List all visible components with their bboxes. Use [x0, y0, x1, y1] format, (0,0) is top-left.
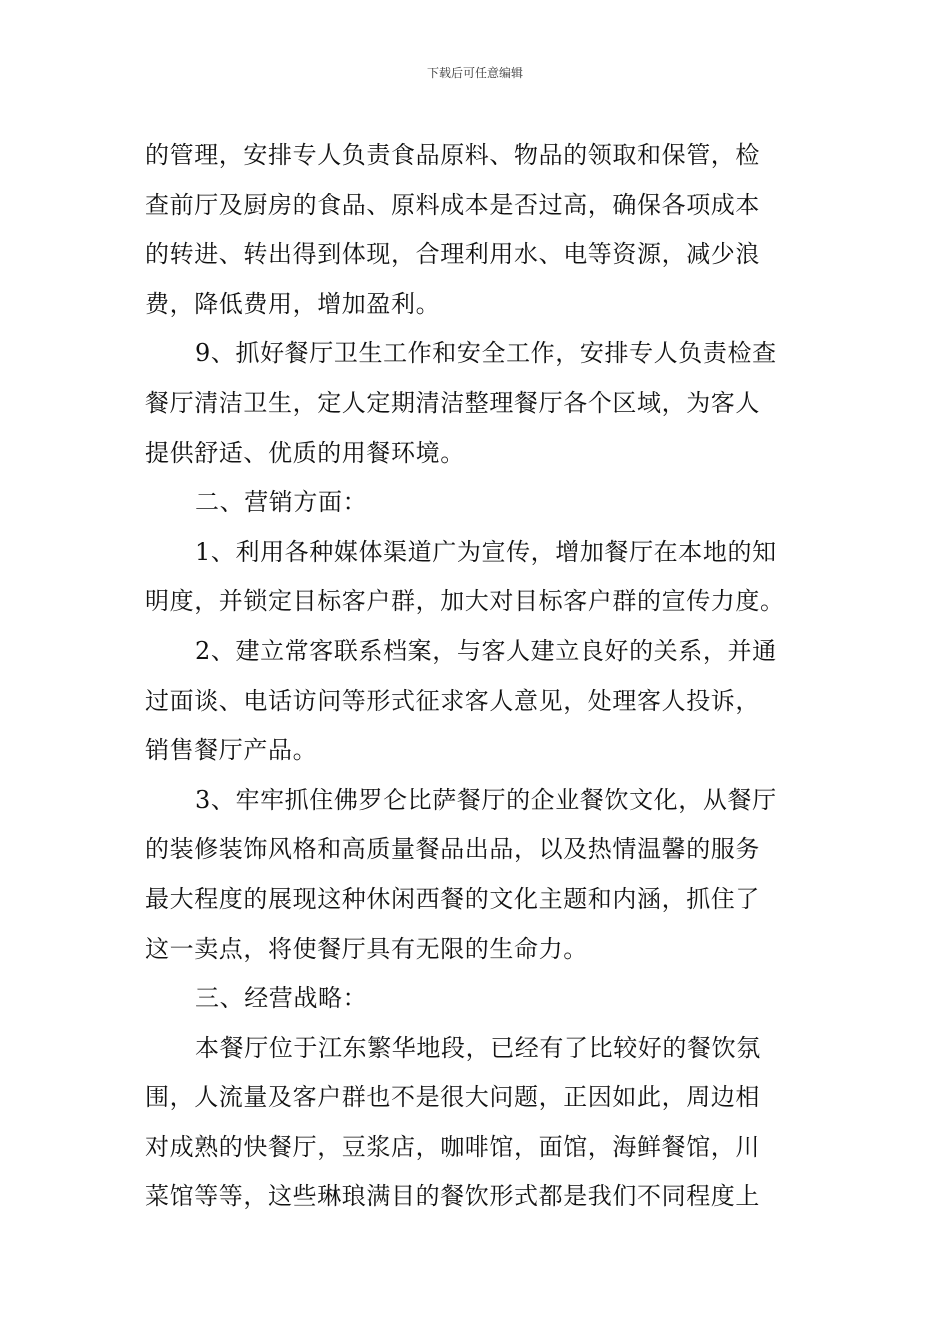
text-line: 2、建立常客联系档案，与客人建立良好的关系，并通	[195, 636, 777, 665]
text-line: 的管理，安排专人负责食品原料、物品的领取和保管，检	[145, 141, 760, 169]
paragraph	[145, 1024, 809, 1222]
paragraph	[145, 974, 809, 1024]
text-line: 销售餐厅产品。	[145, 736, 318, 765]
text-line: 费，降低费用，增加盈利。	[145, 289, 441, 318]
text-line: 1、利用各种媒体渠道广为宣传，增加餐厅在本地的知	[195, 537, 777, 566]
text-line: 3、牢牢抓住佛罗仑比萨餐厅的企业餐饮文化，从餐厅	[195, 785, 777, 814]
paragraph	[145, 131, 809, 329]
paragraph	[145, 528, 809, 627]
text-line: 菜馆等等，这些琳琅满目的餐饮形式都是我们不同程度上	[145, 1182, 760, 1211]
text-line: 查前厅及厨房的食品、原料成本是否过高，确保各项成本	[145, 190, 760, 219]
text-line: 过面谈、电话访问等形式征求客人意见，处理客人投诉，	[145, 686, 760, 715]
text-line: 餐厅清洁卫生，定人定期清洁整理餐厅各个区域，为客人	[145, 388, 760, 417]
text-line: 最大程度的展现这种休闲西餐的文化主题和内涵，抓住了	[145, 884, 760, 913]
paragraph	[145, 329, 809, 478]
text-line: 三、经营战略：	[195, 984, 368, 1013]
text-line: 这一卖点，将使餐厅具有无限的生命力。	[145, 934, 588, 963]
page-header: 下载后可任意编辑	[426, 66, 523, 80]
text-line: 围，人流量及客户群也不是很大问题，正因如此，周边相	[145, 1083, 760, 1112]
text-line: 9、抓好餐厅卫生工作和安全工作，安排专人负责检查	[195, 339, 777, 368]
text-line: 明度，并锁定目标客户群，加大对目标客户群的宣传力度。	[145, 587, 785, 616]
document-body	[145, 131, 809, 1222]
text-line: 提供舒适、优质的用餐环境。	[145, 438, 465, 467]
text-line: 二、营销方面：	[195, 488, 368, 517]
paragraph	[145, 627, 809, 776]
text-line: 本餐厅位于江东繁华地段，已经有了比较好的餐饮氛	[195, 1033, 761, 1062]
text-line: 的转进、转出得到体现，合理利用水、电等资源，减少浪	[145, 240, 760, 269]
text-line: 对成熟的快餐厅，豆浆店，咖啡馆，面馆，海鲜餐馆，川	[145, 1132, 760, 1161]
paragraph	[145, 478, 809, 528]
paragraph	[145, 776, 809, 974]
text-line: 的装修装饰风格和高质量餐品出品，以及热情温馨的服务	[145, 835, 760, 864]
